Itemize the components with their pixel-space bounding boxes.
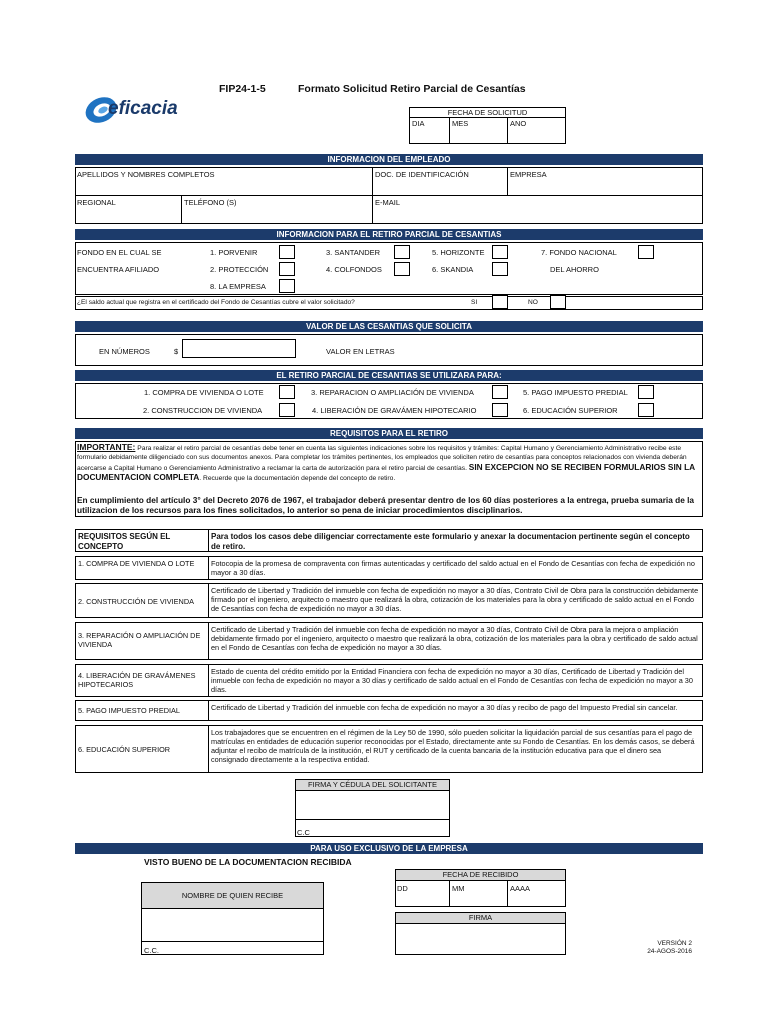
opt-proteccion-label: 2. PROTECCIÓN <box>210 265 269 274</box>
empresa-field[interactable]: EMPRESA <box>510 170 547 179</box>
ano-field[interactable]: ANO <box>510 119 527 128</box>
opt-porvenir-label: 1. PORVENIR <box>210 248 258 257</box>
version-label: VERSIÓN 2 <box>657 940 692 947</box>
uso-liberacion-label: 4. LIBERACIÓN DE GRAVÁMEN HIPOTECARIO <box>312 406 477 415</box>
saldo-question: ¿El saldo actual que registra en el certificado del Fondo de Cesantías cubre el valor solicitado? <box>77 299 355 306</box>
fondo-label-1: FONDO EN EL CUAL SE <box>77 248 162 257</box>
apellidos-field[interactable]: APELLIDOS Y NOMBRES COMPLETOS <box>77 170 215 179</box>
version-date: 24-AGOS-2016 <box>647 948 692 955</box>
opt-empresa-label: 8. LA EMPRESA <box>210 282 266 291</box>
section-requisitos-header: REQUISITOS PARA EL RETIRO <box>75 428 703 439</box>
nombre-recibe-label: NOMBRE DE QUIEN RECIBE <box>181 891 284 900</box>
table-row-3-concepto: 3. REPARACIÓN O AMPLIACIÓN DE VIVIENDA <box>75 622 209 660</box>
saldo-si-checkbox[interactable] <box>492 295 508 309</box>
table-row-4-concepto: 4. LIBERACIÓN DE GRAVÁMENES HIPOTECARIOS <box>75 664 209 697</box>
fondo-label-2: ENCUENTRA AFILIADO <box>77 265 160 274</box>
table-row-1-requisito: Fotocopia de la promesa de compraventa con firmas autenticadas y certificado del saldo actual en el Fondo de Cesantías con fecha de expedición no mayor a 30 días. <box>208 556 703 580</box>
recibe-cc-label: C.C. <box>144 946 159 955</box>
section-retiro-header: INFORMACION PARA EL RETIRO PARCIAL DE CESANTIAS <box>75 229 703 240</box>
table-row-5-requisito: Certificado de Libertad y Tradición del inmueble con fecha de expedición no mayor a 30 días y recibo de pago del Impuesto Predial sin cancelar. <box>208 700 703 721</box>
opt-santander-label: 3. SANTANDER <box>326 248 381 257</box>
uso-predial-label: 5. PAGO IMPUESTO PREDIAL <box>523 388 628 397</box>
nombre-recibe-input[interactable] <box>141 908 324 955</box>
recuerde-text: . Recuerde que la documentación depende del concepto de retiro. <box>199 475 396 483</box>
opt-santander-checkbox[interactable] <box>394 245 410 259</box>
sin-excepcion-text: SIN EXCEPCION NO SE RECIBEN FORMULARIOS SIN LA DOCUMENTACION COMPLETA <box>77 461 695 483</box>
decreto-text: En cumplimiento del artículo 3° del Decreto 2076 de 1967, el trabajador deberá presentar dentro de los 60 días posteriores a la entrega, prueba sumaria de la utilizacion de los recursos para los fines solicitados, lo anterior so pena de iniciar procedimientos disciplinarios. <box>77 495 695 515</box>
opt-horizonte-label: 5. HORIZONTE <box>432 248 485 257</box>
tabla-header-concepto: REQUISITOS SEGÚN EL CONCEPTO <box>75 529 209 552</box>
company-logo <box>82 94 192 126</box>
mes-field[interactable]: MES <box>452 119 469 128</box>
importante-paragraph <box>77 443 699 484</box>
uso-compra-label: 1. COMPRA DE VIVIENDA O LOTE <box>144 388 264 397</box>
importante-text: Para realizar el retiro parcial de cesantías debe tener en cuenta las siguientes indicaciones sobre los requisitos y trámites: Capital Humano y Gerenciamiento Administrativo recibe este formulario debidamente diligenciado con sus documentos anexos. Para completar los trámites pertinentes, los empleados que soliciten retiro de cesantías para conceptos relacionados con vivienda deberán acercarse a Capital Humano o Gerenciamiento Administrativo a reclamar la carta de autorización para el retiro parcial de cesantías. <box>77 445 687 472</box>
saldo-no-label: NO <box>528 299 538 306</box>
firma-cc-label: C.C <box>297 828 310 837</box>
uso-construccion-checkbox[interactable] <box>279 403 295 417</box>
fecha-recibido-label: FECHA DE RECIBIDO <box>396 870 565 881</box>
opt-proteccion-checkbox[interactable] <box>279 262 295 276</box>
version-block <box>630 940 692 956</box>
opt-fna-label-2: DEL AHORRO <box>550 265 599 274</box>
valor-numeros-label: EN NÚMEROS <box>99 347 150 356</box>
section-uso-header: EL RETIRO PARCIAL DE CESANTIAS SE UTILIZARA PARA: <box>75 370 703 381</box>
firma-solicitante-label: FIRMA Y CÉDULA DEL SOLICITANTE <box>296 780 449 791</box>
section-valor-header: VALOR DE LAS CESANTIAS QUE SOLICITA <box>75 321 703 332</box>
table-row-2-concepto: 2. CONSTRUCCIÓN DE VIVIENDA <box>75 583 209 618</box>
firma-empresa-label: FIRMA <box>396 913 565 924</box>
fecha-solicitud-label: FECHA DE SOLICITUD <box>447 108 528 117</box>
page-title: Formato Solicitud Retiro Parcial de Cesantías <box>298 83 526 95</box>
table-row-6-requisito: Los trabajadores que se encuentren en el régimen de la Ley 50 de 1990, sólo pueden solicitar la liquidación parcial de sus cesantías para el pago de matrículas en entidades de educación superior reconocidas por el Estado, directamente ante su Fondo de Cesantías. En los demás casos, se deberá adjuntar el recibo de matrícula de la institución, el RUT y certificado de la cuenta bancaria de la institución educativa para que el dinero sea consignado directamente a la respectiva entidad. <box>208 725 703 773</box>
documento-field[interactable]: DOC. DE IDENTIFICACIÓN <box>375 170 469 179</box>
uso-compra-checkbox[interactable] <box>279 385 295 399</box>
telefono-field[interactable]: TELÉFONO (S) <box>184 198 237 207</box>
table-row-6-concepto: 6. EDUCACIÓN SUPERIOR <box>75 725 209 773</box>
table-row-5-concepto: 5. PAGO IMPUESTO PREDIAL <box>75 700 209 721</box>
opt-skandia-checkbox[interactable] <box>492 262 508 276</box>
section-empresa-header: PARA USO EXCLUSIVO DE LA EMPRESA <box>75 843 703 854</box>
uso-reparacion-label: 3. REPARACION O AMPLIACIÓN DE VIVIENDA <box>311 388 474 397</box>
visto-bueno-label: VISTO BUENO DE LA DOCUMENTACION RECIBIDA <box>144 857 352 867</box>
saldo-si-label: SI <box>471 299 478 306</box>
uso-construccion-label: 2. CONSTRUCCION DE VIVIENDA <box>143 406 263 415</box>
opt-skandia-label: 6. SKANDIA <box>432 265 474 274</box>
opt-empresa-checkbox[interactable] <box>279 279 295 293</box>
opt-horizonte-checkbox[interactable] <box>492 245 508 259</box>
opt-porvenir-checkbox[interactable] <box>279 245 295 259</box>
regional-field[interactable]: REGIONAL <box>77 198 116 207</box>
opt-colfondos-label: 4. COLFONDOS <box>326 265 382 274</box>
uso-educacion-label: 6. EDUCACIÓN SUPERIOR <box>523 406 618 415</box>
opt-fna-checkbox[interactable] <box>638 245 654 259</box>
uso-educacion-checkbox[interactable] <box>638 403 654 417</box>
dollar-sign: $ <box>174 347 179 356</box>
recibido-dd-field[interactable]: DD <box>397 884 408 893</box>
email-field[interactable]: E-MAIL <box>375 198 401 207</box>
valor-numeros-input[interactable] <box>182 339 296 358</box>
table-row-4-requisito: Estado de cuenta del crédito emitido por la Entidad Financiera con fecha de expedición no mayor a 30 días, Certificado de Libertad y Tradición del inmueble con fecha de expedición no mayor a 30 días y certificado de saldo actual en el Fondo de Cesantías con fecha de expedición no mayor a 30 días. <box>208 664 703 697</box>
opt-colfondos-checkbox[interactable] <box>394 262 410 276</box>
tabla-header-requisito: Para todos los casos debe diligenciar correctamente este formulario y anexar la documentacion pertinente según el concepto de retiro. <box>208 529 703 552</box>
logo-text: eficacia <box>108 98 178 119</box>
opt-fna-label: 7. FONDO NACIONAL <box>541 248 617 257</box>
dia-field[interactable]: DIA <box>412 119 425 128</box>
table-row-1-concepto: 1. COMPRA DE VIVIENDA O LOTE <box>75 556 209 580</box>
uso-liberacion-checkbox[interactable] <box>492 403 508 417</box>
uso-predial-checkbox[interactable] <box>638 385 654 399</box>
table-row-2-requisito: Certificado de Libertad y Tradición del inmueble con fecha de expedición no mayor a 30 días, Contrato Civil de Obra para la construcción debidamente firmado por el ingeniero, arquitecto o maestro que realizará la obra, cotización de los materiales para la obra y certificado de saldo actual en el Fondo de Cesantías con fecha de expedición no mayor a 30 días. <box>208 583 703 618</box>
recibido-mm-field[interactable]: MM <box>452 884 465 893</box>
saldo-no-checkbox[interactable] <box>550 295 566 309</box>
importante-label: IMPORTANTE: <box>77 442 136 452</box>
table-row-3-requisito: Certificado de Libertad y Tradición del inmueble con fecha de expedición no mayor a 30 días, Contrato Civil de Obra para la mejora o ampliación debidamente firmado por el ingeniero, arquitecto o maestro que realizará la obra, cotización de los materiales para la obra y certificado de saldo actual en el Fondo de Cesantías con fecha de expedición no mayor a 30 días. <box>208 622 703 660</box>
section-empleado-header: INFORMACION DEL EMPLEADO <box>75 154 703 165</box>
form-code: FIP24-1-5 <box>219 83 266 95</box>
valor-letras-label: VALOR EN LETRAS <box>326 347 395 356</box>
recibido-aaaa-field[interactable]: AAAA <box>510 884 531 893</box>
uso-reparacion-checkbox[interactable] <box>492 385 508 399</box>
